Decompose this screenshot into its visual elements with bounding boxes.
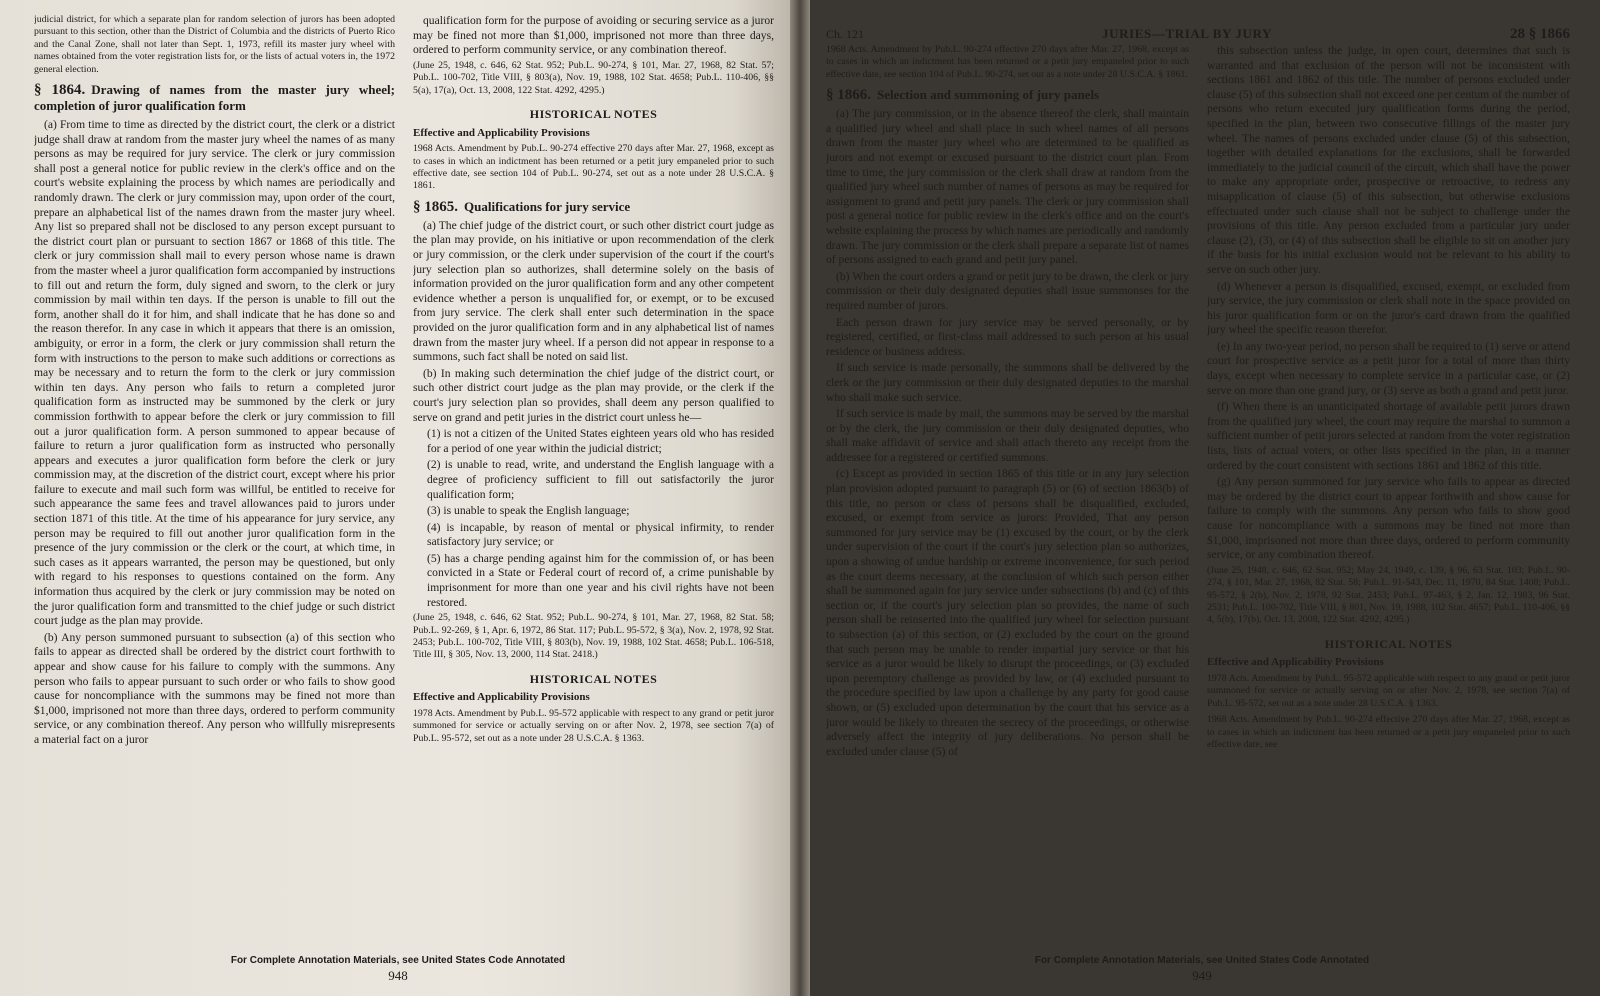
historical-notes-heading: HISTORICAL NOTES xyxy=(1324,636,1453,651)
left-page-columns xyxy=(34,14,774,944)
subsection-b-mail: If such service is made by mail, the summons may be served by the marshal or by the clerk, the jury commission or their duly designated deputies, who shall make affidavit of service and shall attach thereto any receipt from the addressee for a registered or certified summons. xyxy=(826,407,1189,464)
right-page-footer xyxy=(804,955,1600,984)
left-column-2 xyxy=(413,14,774,944)
subsection-e: (e) In any two-year period, no person shall be required to (1) serve or attend court for prospective service as a petit juror for a total of more than thirty days, except when necessary to complete service in a particular case, or (2) serve on more than one grand jury, or (3) serve as both a grand and petit juror. xyxy=(1207,339,1570,397)
subsection-g: (g) Any person summoned for jury service who fails to appear as directed may be ordered by the district court to appear forthwith and show cause for failure to comply with the summons. Any person who fails to show good cause for noncompliance with a summons may be fined not more than $1,000, imprisoned not more than three days, ordered to perform community service, or any combination thereof. xyxy=(1207,475,1570,562)
subsection-a: (a) The jury commission, or in the absence thereof the clerk, shall maintain a qualified jury wheel and shall place in such wheel names of all persons drawn from the master jury wheel who are determined to be qualified as jurors and not exempt or excused pursuant to the district court plan. From time to time, the jury commission or the clerk shall draw at random from the qualified jury wheel such number of names of persons as may be required for assignment to grand and petit jury panels. The clerk or jury commission shall post a general notice for public review in the clerk's office and on the court's website explaining the process by which names are periodically and randomly drawn. The jury commission or the clerk shall prepare a separate list of names of persons assigned to each grand and petit jury panel. xyxy=(826,107,1189,267)
clause-5: (5) has a charge pending against him for the commission of, or has been convicted in a State or Federal court of record of, a crime punishable by imprisonment for more than one year and his civil rights have not been restored. xyxy=(427,551,774,609)
section-number: § 1866. xyxy=(826,87,871,104)
section-title: Qualifications for jury service xyxy=(464,198,631,214)
clause-1: (1) is not a citizen of the United States eighteen years old who has resided for a period of one year within the judicial district; xyxy=(427,427,774,455)
legislative-history: (June 25, 1948, c. 646, 62 Stat. 952; Pub.L. 90-274, § 101, Mar. 27, 1968, 82 Stat. 58; Pub.L. 92-269, § 1, Apr. 6, 1972, 86 Stat. 117; Pub.L. 95-572, § 3(a), Nov. 2, 1978, 92 Stat. 2453; Pub.L. 100-702, Title VIII, § 803(b), Nov. 19, 1988, 102 Stat. 4658; Pub.L. 106-518, Title III, § 305, Nov. 13, 2000, 114 Stat. 2418.) xyxy=(413,612,774,661)
section-heading-1866 xyxy=(826,87,1189,103)
right-column-2 xyxy=(1207,44,1570,924)
section-number: § 1865. xyxy=(413,198,458,215)
notes-subheading: Effective and Applicability Provisions xyxy=(1207,656,1384,669)
historical-notes-heading: HISTORICAL NOTES xyxy=(529,107,658,121)
page-number: 948 xyxy=(388,968,408,983)
historical-note: 1978 Acts. Amendment by Pub.L. 95-572 applicable with respect to any grand or petit juror summoned for service or actually serving on or after Nov. 2, 1978, see section 7(a) of Pub.L. 95-572, set out as a note under 28 U.S.C.A. § 1363. xyxy=(1207,673,1570,709)
clause-3: (3) is unable to speak the English language; xyxy=(427,504,630,518)
running-title: JURIES—TRIAL BY JURY xyxy=(1102,26,1272,41)
notes-subheading: Effective and Applicability Provisions xyxy=(413,691,590,704)
section-heading-1864 xyxy=(34,82,395,114)
historical-note: 1968 Acts. Amendment by Pub.L. 90-274 effective 270 days after Mar. 27, 1968, except as to cases in which an indictment has been returned or a petit jury empaneled prior to such effective date, see section 104 of Pub.L. 90-274, set out as a note under 28 U.S.C.A. § 1861. xyxy=(413,143,774,192)
subsection-f: (f) When there is an unanticipated shortage of available petit jurors drawn from the qualified jury wheel, the court may require the marshal to summon a sufficient number of petit jurors selected at random from the voter registration lists, lists of actual voters, or other lists specified in the plan, in a manner ordered by the court consistent with sections 1861 and 1862 of this title. xyxy=(1207,400,1570,472)
section-title: Selection and summoning of jury panels xyxy=(877,87,1100,103)
continued-paragraph: judicial district, for which a separate plan for random selection of jurors has been adopted pursuant to this section, other than the District of Columbia and the districts of Puerto Rico and the Canal Zone, shall not later than Sept. 1, 1973, refill its master jury wheel with names obtained from the voter registration lists for, or the lists of actual voters in, the 1972 general election. xyxy=(34,14,395,75)
section-number: § 1864. xyxy=(34,82,86,99)
subsection-b: (b) In making such determination the chief judge of the district court, or such other district court judge as the plan may provide, or the clerk if the court's jury selection plan so provides, shall deem any person qualified to serve on grand and petit juries in the district court unless he— xyxy=(413,366,774,424)
subsection-c: (c) Except as provided in section 1865 of this title or in any jury selection plan provision adopted pursuant to paragraph (5) or (6) of section 1863(b) of this title, no person or class of persons shall be disqualified, excluded, excused, or exempt from service as jurors: Provided, That any person summoned for jury service may be (1) excused by the court, or by the clerk under supervision of the court if the court's jury selection plan so authorizes, upon a showing of undue hardship or extreme inconvenience, for such period as the court deems necessary, at the conclusion of which such person either shall be summoned again for jury service under subsections (b) and (c) of this section or, if the court's jury selection plan so provides, the name of such person shall be reinserted into the qualified jury wheel for selection pursuant to subsection (a) of this section, or (2) excluded by the court on the ground that such person may be unable to render impartial jury service or that his service as a juror would be likely to disrupt the proceedings, or (3) excluded upon peremptory challenge as provided by law, or (4) excluded pursuant to the procedure specified by law upon a challenge by any party for good cause shown, or (5) excluded upon determination by the court that his service as a juror would be likely to threaten the secrecy of the proceedings, or otherwise adversely affect the integrity of jury deliberations. No person shall be excluded under clause (5) of xyxy=(826,467,1189,758)
subsection-a: (a) From time to time as directed by the district court, the clerk or a district judge shall draw at random from the master jury wheel the names of as many persons as may be required for jury service. The clerk or jury commission shall post a general notice for public review in the clerk's office and on the court's website explaining the process by which names are periodically and randomly drawn. The clerk or jury commission may, upon order of the court, prepare an alphabetical list of the names drawn from the master jury wheel. Any list so prepared shall not be disclosed to any person except pursuant to the district court plan or pursuant to section 1867 or 1868 of this title. The clerk or jury commission shall mail to every person whose name is drawn from the master wheel a juror qualification form accompanied by instructions to fill out and return the form, duly signed and sworn, to the clerk or jury commission by mail within ten days. If the person is unable to fill out the form, another shall do it for him, and shall indicate that he has done so and the reason therefor. In any case in which it appears that there is an omission, ambiguity, or error in a form, the clerk or jury commission shall return the form with instructions to the person to make such additions or corrections as may be necessary and to return the form to the clerk or jury commission within ten days. Any person who fails to return a completed juror qualification form as instructed may be summoned by the clerk or jury commission forthwith to appear before the clerk or jury commission to fill out a juror qualification form. A person summoned to appear because of failure to return a juror qualification form as instructed who personally appears and executes a juror qualification form before the clerk or jury commission may, at the discretion of the district court, except where his prior failure to execute and mail such form was willful, be entitled to receive for such appearance the same fees and travel allowances paid to jurors under section 1871 of this title. At the time of his appearance for jury service, any person may be required to fill out another juror qualification form in the presence of the jury commission or the clerk or the court, at which time, in such cases as it appears warranted, the person may be questioned, but only with regard to his responses to questions contained on the form. Any information thus acquired by the clerk or jury commission may be noted on the juror qualification form and transmitted to the chief judge or such district court judge as the plan may provide. xyxy=(34,118,395,628)
subsection-b: (b) When the court orders a grand or petit jury to be drawn, the clerk or jury commission or their duly designated deputies shall issue summonses for the required number of jurors. xyxy=(826,269,1189,312)
legislative-history: (June 25, 1948, c. 646, 62 Stat. 952; May 24, 1949, c. 139, § 96, 63 Stat. 103; Pub.L. 90-274, § 101, Mar. 27, 1968, 82 Stat. 58; Pub.L. 91-543, Dec. 11, 1970, 84 Stat. 1408; Pub.L. 95-572, § 2(b), Nov. 2, 1978, 92 Stat. 2453; Pub.L. 97-463, § 2, Jan. 12, 1983, 96 Stat. 2531; Pub.L. 100-702, Title VIII, § 801, Nov. 19, 1988, 102 Stat. 4657; Pub.L. 110-406, §§ 4, 5(b), 17(b), Oct. 13, 2008, 122 Stat. 4292, 4295.) xyxy=(1207,564,1570,626)
subsection-b-service: Each person drawn for jury service may be served personally, or by registered, certified, or first-class mail addressed to such person at his usual residence or business address. xyxy=(826,315,1189,358)
annotation-footer-note: For Complete Annotation Materials, see United States Code Annotated xyxy=(1034,955,1370,966)
clause-4: (4) is incapable, by reason of mental or physical infirmity, to render satisfactory jury service; or xyxy=(427,520,774,549)
subsection-b: (b) Any person summoned pursuant to subsection (a) of this section who fails to appear as directed shall be ordered by the district court forthwith to appear and show cause for his failure to comply with the summons. Any person who fails to appear pursuant to such order or who fails to show good cause for noncompliance with the summons may be fined not more than $1,000, imprisoned not more than three days, ordered to perform community service, or any combination thereof. Any person who willfully misrepresents a material fact on a juror xyxy=(34,630,395,746)
left-column-1 xyxy=(34,14,395,944)
notes-subheading: Effective and Applicability Provisions xyxy=(413,126,590,139)
left-page-footer xyxy=(0,955,796,984)
subsection-b-personal: If such service is made personally, the summons shall be delivered by the clerk or the jury commission or their duly designated deputies to the marshal who shall make such service. xyxy=(826,361,1189,404)
historical-note: 1968 Acts. Amendment by Pub.L. 90-274 effective 270 days after Mar. 27, 1968, except as to cases in which an indictment has been returned or a petit jury empaneled prior to such effective date, see section 104 of Pub.L. 90-274, set out as a note under 28 U.S.C.A. § 1861. xyxy=(826,44,1189,80)
subsection-d: (d) Whenever a person is disqualified, excused, exempt, or excluded from jury service, the jury commission or clerk shall note in the space provided on his juror qualification form or on the juror's card drawn from the qualified jury wheel the specific reason therefor. xyxy=(1207,279,1570,337)
continued-paragraph: qualification form for the purpose of avoiding or securing service as a juror may be fined not more than $1,000, imprisoned not more than three days, ordered to perform community service, or any combination thereof. xyxy=(413,14,774,57)
running-head xyxy=(826,0,1570,42)
section-heading-1865 xyxy=(413,199,774,215)
right-column-1 xyxy=(826,44,1189,924)
subsection-a: (a) The chief judge of the district court, or such other district court judge as the plan may provide, on his initiative or upon recommendation of the clerk or jury commission, or the clerk under supervision of the court if the court's jury selection plan so authorizes, shall determine solely on the basis of information provided on the juror qualification form and any other competent evidence whether a person is unqualified for, or exempt, or to be excused from jury service. The clerk shall enter such determination in the space provided on the juror qualification form and in any alphabetical list of names drawn from the master jury wheel. If a person did not appear in response to a summons, such fact shall be noted on said list. xyxy=(413,218,774,364)
left-page xyxy=(0,0,796,996)
section-reference: 28 § 1866 xyxy=(1510,26,1570,42)
clause-2: (2) is unable to read, write, and understand the English language with a degree of proficiency sufficient to fill out satisfactorily the juror qualification form; xyxy=(427,458,774,501)
historical-notes-heading: HISTORICAL NOTES xyxy=(529,671,658,686)
historical-note: 1968 Acts. Amendment by Pub.L. 90-274 effective 270 days after Mar. 27, 1968, except as to cases in which an indictment has been returned or a petit jury empaneled prior to such effective date, see xyxy=(1207,714,1570,751)
chapter-label: Ch. 121 xyxy=(826,27,865,41)
historical-note: 1978 Acts. Amendment by Pub.L. 95-572 applicable with respect to any grand or petit juror summoned for service or actually serving on or after Nov. 2, 1978, see section 7(a) of Pub.L. 95-572, set out as a note under 28 U.S.C.A. § 1363. xyxy=(413,708,774,744)
legislative-history: (June 25, 1948, c. 646, 62 Stat. 952; Pub.L. 90-274, § 101, Mar. 27, 1968, 82 Stat. 57; Pub.L. 100-702, Title VIII, § 803(a), Nov. 19, 1988, 102 Stat. 4658; Pub.L. 110-406, §§ 5(a), 17(a), Oct. 13, 2008, 122 Stat. 4292, 4295.) xyxy=(413,59,774,96)
continued-paragraph: this subsection unless the judge, in open court, determines that such is warranted and that exclusion of the person will not be inconsistent with sections 1861 and 1862 of this title. The number of persons excluded under clause (5) of this subsection shall not exceed one per centum of the number of persons who return executed jury qualification forms during the period, specified in the plan, between two consecutive fillings of the master jury wheel. The names of persons excluded under clause (5) of this subsection, together with detailed explanations for the exclusions, shall be forwarded immediately to the judicial council of the circuit, which shall have the power to make any appropriate order, prospective or retroactive, to redress any misapplication of clause (5) of this subsection, but otherwise exclusions effectuated under such clause shall not be subject to challenge under the provisions of this title. Any person excluded from a particular jury under clause (2), (3), or (4) of this subsection shall be eligible to sit on another jury if the basis for his initial exclusion would not be relevant to his ability to serve on such other jury. xyxy=(1207,44,1570,276)
annotation-footer-note: For Complete Annotation Materials, see United States Code Annotated xyxy=(230,955,566,966)
page-number: 949 xyxy=(1192,968,1212,983)
right-page-columns xyxy=(826,44,1570,924)
right-page xyxy=(804,0,1600,996)
section-title: Drawing of names from the master jury wheel; completion of juror qualification form xyxy=(34,82,395,114)
